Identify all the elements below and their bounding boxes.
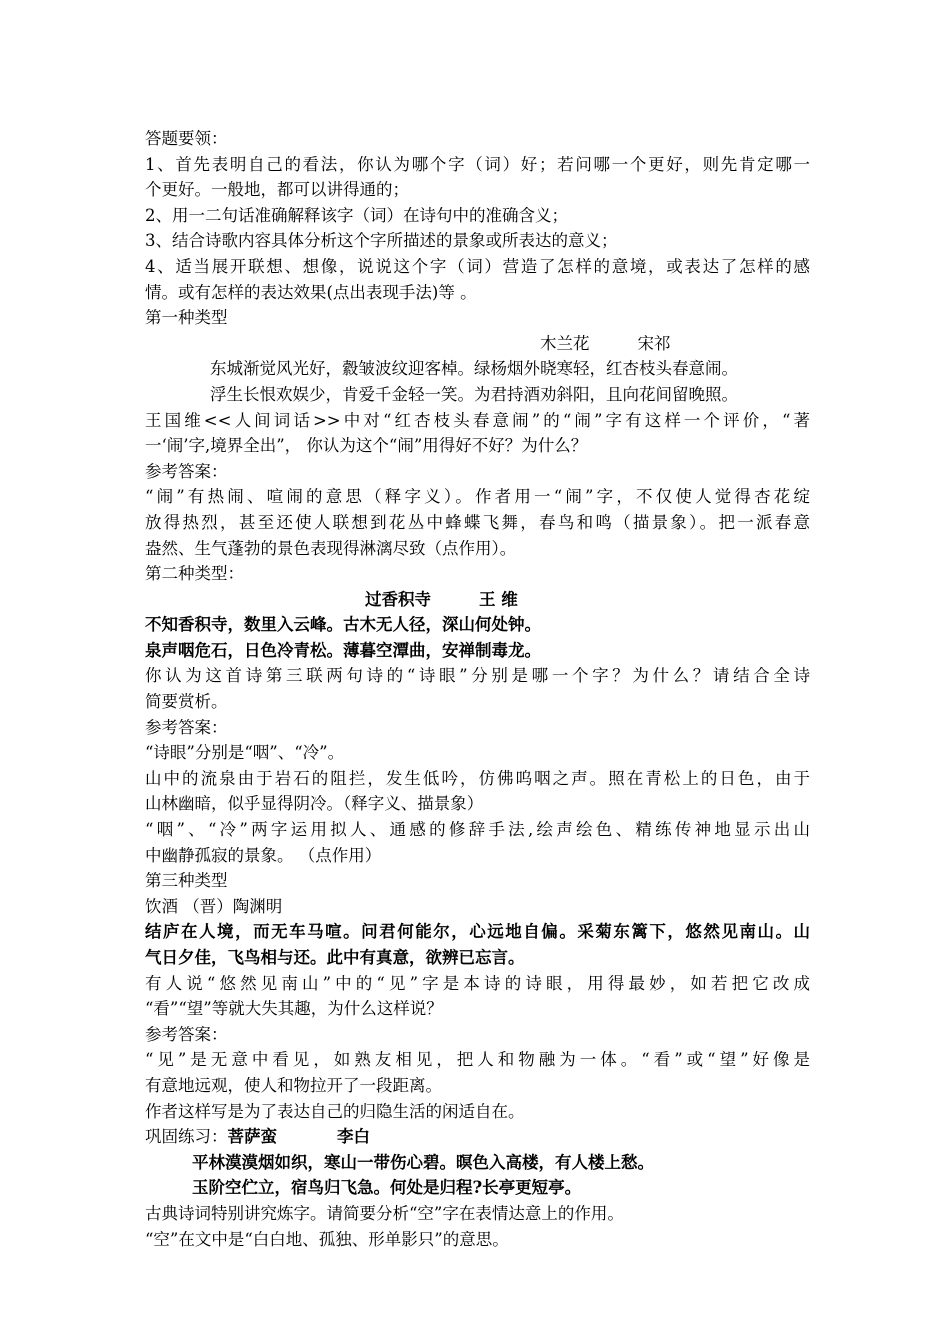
text-line: “闹”有热闹、喧闹的意思（释字义）。作者用一“闹”字，不仅使人觉得杏花绽 <box>145 487 810 507</box>
answer-label: 参考答案： <box>145 717 228 737</box>
text-line: “看”“望”等就大失其趣，为什么这样说？ <box>145 999 443 1019</box>
text-line: 山中的流泉由于岩石的阻拦，发生低吟，仿佛呜咽之声。照在青松上的日色，由于 <box>145 768 810 788</box>
text-line: 古典诗词特别讲究炼字。请简要分析“空”字在表情达意上的作用。 <box>145 1203 624 1223</box>
section-heading: 第三种类型 <box>145 871 228 891</box>
text-line: 中幽静孤寂的景象。 （点作用） <box>145 845 382 865</box>
text-line: 你认为这首诗第三联两句诗的“诗眼”分别是哪一个字？为什么？请结合全诗 <box>145 666 810 686</box>
text-line: “见”是无意中看见，如熟友相见，把人和物融为一体。“看”或“望”好像是 <box>145 1050 810 1070</box>
text-line: “空”在文中是“白白地、孤独、形单影只”的意思。 <box>145 1229 509 1249</box>
poem-title: 过香积寺 <box>365 589 431 609</box>
poem-line: 玉阶空伫立，宿鸟归飞急。何处是归程?长亭更短亭。 <box>192 1178 582 1198</box>
poem-heading: 饮酒 （晋）陶渊明 <box>145 896 283 916</box>
poem-line: 结庐在人境，而无车马喧。问君何能尔，心远地自偏。采菊东篱下，悠然见南山。山 <box>145 922 810 942</box>
practice-label: 巩固练习： <box>145 1127 228 1147</box>
poem-line: 东城渐觉风光好，縠皱波纹迎客棹。绿杨烟外晓寒轻，红杏枝头春意闹。 <box>210 359 738 379</box>
poem-line: 平林漠漠烟如织，寒山一带伤心碧。暝色入高楼，有人楼上愁。 <box>192 1152 654 1172</box>
poem-line: 浮生长恨欢娱少，肯爱千金轻一笑。为君持酒劝斜阳，且向花间留晚照。 <box>210 384 738 404</box>
text-line: 王国维<<人间词话>>中对“红杏枝头春意闹”的“闹”字有这样一个评价，“著 <box>145 410 810 430</box>
text-line: 作者这样写是为了表达自己的归隐生活的闲适自在。 <box>145 1101 525 1121</box>
text-line: 3、结合诗歌内容具体分析这个字所描述的景象或所表达的意义； <box>145 231 618 251</box>
text-line: 答题要领： <box>145 129 228 148</box>
text-line: 盎然、生气蓬勃的景色表现得淋漓尽致（点作用）。 <box>145 538 517 558</box>
text-line: 放得热烈，甚至还使人联想到花丛中蜂蝶飞舞，春鸟和鸣（描景象）。把一派春意 <box>145 512 810 532</box>
poem-author: 王 维 <box>479 589 518 609</box>
poem-author: 宋祁 <box>637 333 671 353</box>
section-heading: 第二种类型： <box>145 564 244 584</box>
text-line: 1、首先表明自己的看法，你认为哪个字（词）好；若问哪一个更好，则先肯定哪一 <box>145 154 810 174</box>
answer-label: 参考答案： <box>145 1024 228 1044</box>
answer-label: 参考答案： <box>145 461 228 481</box>
text-line: 一‘闹’字,境界全出”， 你认为这个“闹”用得好不好？为什么？ <box>145 436 588 456</box>
poem-author: 李白 <box>337 1127 370 1147</box>
poem-line: 泉声咽危石，日色冷青松。薄暮空潭曲，安禅制毒龙。 <box>145 640 541 660</box>
poem-line: 气日夕佳，飞鸟相与还。此中有真意，欲辨已忘言。 <box>145 948 525 967</box>
poem-title: 木兰花 <box>540 333 590 353</box>
poem-line: 不知香积寺，数里入云峰。古木无人径，深山何处钟。 <box>145 615 541 635</box>
text-line: 情。或有怎样的表达效果(点出表现手法)等 。 <box>145 282 477 302</box>
text-line: 山林幽暗，似乎显得阴冷。（释字义、描景象） <box>145 794 484 814</box>
document-page <box>145 126 810 1252</box>
text-line: 有人说“悠然见南山”中的“见”字是本诗的诗眼，用得最妙，如若把它改成 <box>145 973 810 993</box>
text-line: 2、用一二句话准确解释该字（词）在诗句中的准确含义； <box>145 205 568 225</box>
poem-title-line <box>145 331 810 357</box>
text-line: 简要赏析。 <box>145 692 228 712</box>
text-line: “咽”、“冷”两字运用拟人、通感的修辞手法,绘声绘色、精练传神地显示出山 <box>145 820 810 840</box>
practice-title-line <box>145 1124 810 1150</box>
text-line: “诗眼”分别是“咽”、“冷”。 <box>145 743 345 763</box>
text-line: 4、适当展开联想、想像，说说这个字（词）营造了怎样的意境，或表达了怎样的感 <box>145 256 810 276</box>
poem-title-line <box>145 587 810 613</box>
poem-title: 菩萨蛮 <box>227 1127 277 1147</box>
text-line: 有意地远观，使人和物拉开了一段距离。 <box>145 1075 442 1095</box>
section-heading: 第一种类型 <box>145 308 228 328</box>
text-line: 个更好。一般地，都可以讲得通的； <box>145 180 409 200</box>
